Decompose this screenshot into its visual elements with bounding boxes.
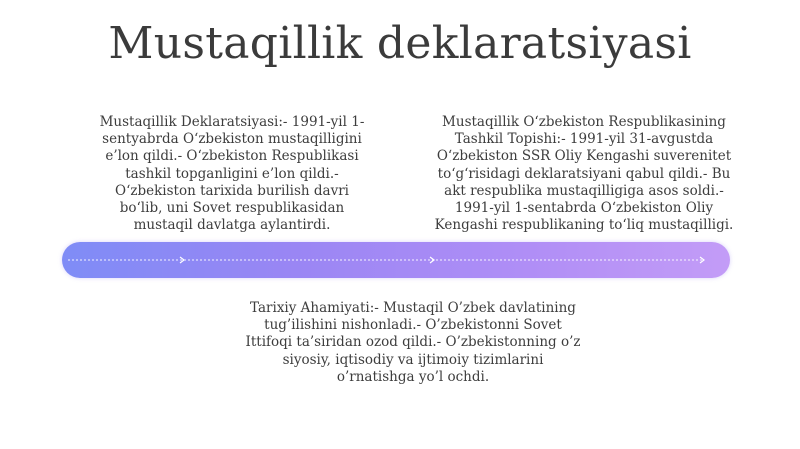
timeline-arrows <box>62 242 730 278</box>
page-title: Mustaqillik deklaratsiyasi <box>108 18 692 69</box>
text-block-declaration: Mustaqillik Deklaratsiyasi:- 1991-yil 1- sentyabrda O‘zbekiston mustaqilligini e’lon qildi.- O‘zbekiston Respublikasi tashkil topganligini e’lon qildi.- O‘zbekiston tarixida burilish davri bo‘lib, uni Sovet respublikasidan mustaqil davlatga aylantirdi. <box>99 114 365 234</box>
text-block-establishment: Mustaqillik O‘zbekiston Respublikasining Tashkil Topishi:- 1991-yil 31-avgustda O‘zbekiston SSR Oliy Kengashi suverenitet to‘g‘risidagi deklaratsiyani qabul qildi.- Bu akt respublika mustaqilligiga asos soldi.- 1991-yil 1-sentabrda O‘zbekiston Oliy Kengashi respublikaning to‘liq mustaqilligi. <box>434 114 734 234</box>
timeline-bar <box>62 242 730 278</box>
text-block-significance: Tarixiy Ahamiyati:- Mustaqil O’zbek davlatining tug’ilishini nishonladi.- O’zbekistonni Sovet Ittifoqi ta’siridan ozod qildi.- O’zbekistonning o’z siyosiy, iqtisodiy va ijtimoiy tizimlarini o’rnatishga yo’l ochdi. <box>245 300 581 385</box>
